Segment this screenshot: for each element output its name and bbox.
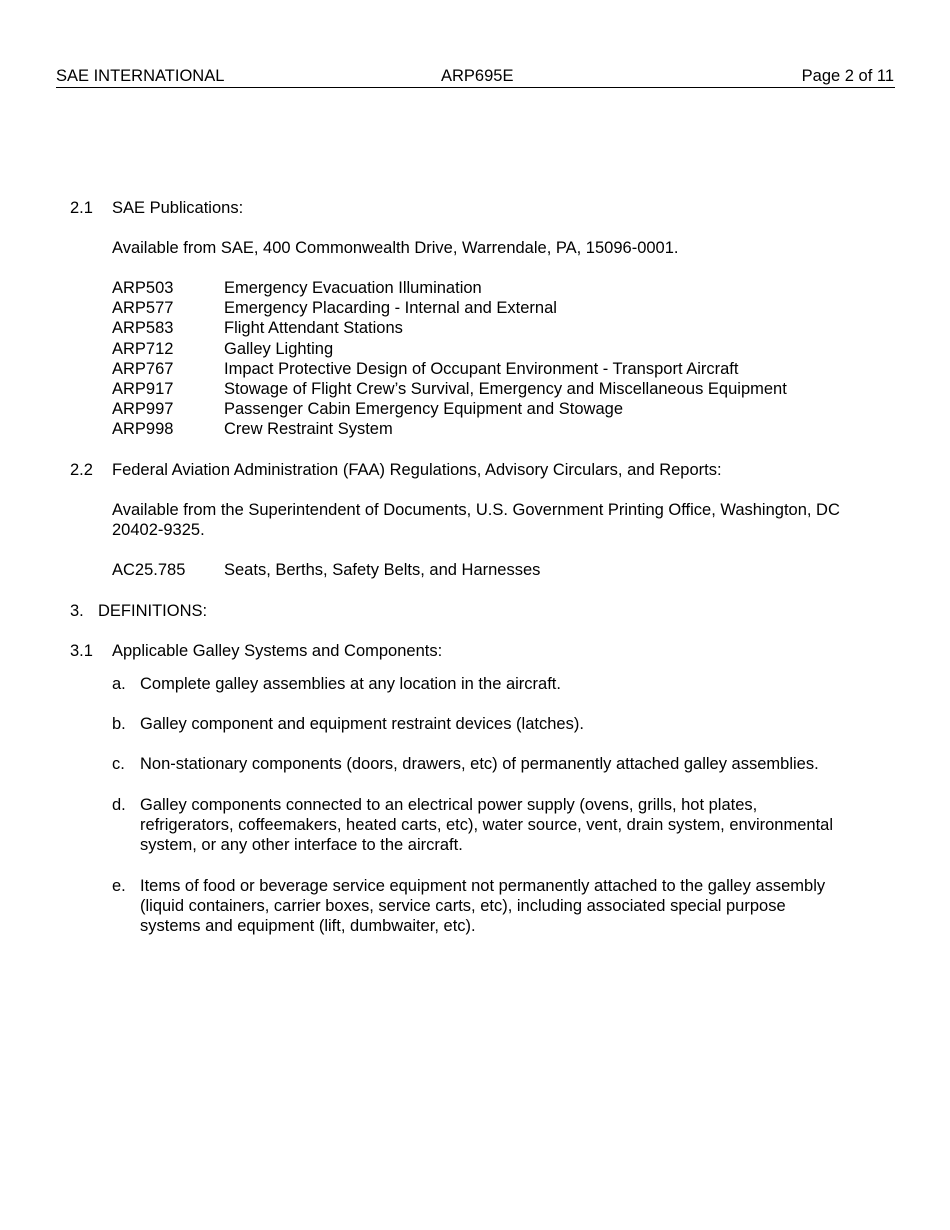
list-item-letter-b: b. bbox=[112, 715, 126, 733]
header-rule bbox=[56, 87, 895, 88]
list-item-letter-e: e. bbox=[112, 877, 126, 895]
reference-title: Flight Attendant Stations bbox=[224, 319, 403, 338]
reference-code: ARP712 bbox=[112, 339, 174, 358]
section-title-2-2: Federal Aviation Administration (FAA) Regulations, Advisory Circulars, and Reports: bbox=[112, 461, 722, 479]
reference-title: Emergency Evacuation Illumination bbox=[224, 279, 482, 297]
reference-title: Stowage of Flight Crew’s Survival, Emergency and Miscellaneous Equipment bbox=[224, 379, 787, 398]
list-item-text-a: Complete galley assemblies at any location in the aircraft. bbox=[140, 675, 561, 693]
list-item-text-e-line-1: Items of food or beverage service equipment not permanently attached to the galley assembly bbox=[140, 877, 826, 895]
section-title-2-1: SAE Publications: bbox=[112, 199, 244, 217]
availability-text-2-1: Available from SAE, 400 Commonwealth Drive, Warrendale, PA, 15096-0001. bbox=[112, 239, 679, 257]
reference-title: Emergency Placarding - Internal and External bbox=[224, 299, 557, 318]
list-item-text-b: Galley component and equipment restraint devices (latches). bbox=[140, 715, 584, 733]
reference-code: ARP583 bbox=[112, 319, 174, 338]
section-title-3-1: Applicable Galley Systems and Components: bbox=[112, 642, 443, 660]
availability-text-2-2-line-2: 20402-9325. bbox=[112, 521, 205, 539]
section-number-3: 3. bbox=[70, 602, 84, 620]
availability-text-2-2-line-1: Available from the Superintendent of Documents, U.S. Government Printing Office, Washington, DC bbox=[112, 501, 840, 519]
reference-code: ARP503 bbox=[112, 279, 174, 297]
section-number-2-2: 2.2 bbox=[70, 461, 93, 479]
list-item-text-e-line-2: (liquid containers, carrier boxes, service carts, etc), including associated special purpose bbox=[140, 897, 786, 915]
section-number-3-1: 3.1 bbox=[70, 642, 93, 660]
reference-code: AC25.785 bbox=[112, 561, 186, 579]
list-item-text-c: Non-stationary components (doors, drawers, etc) of permanently attached galley assemblies. bbox=[140, 755, 819, 773]
header-document-id: ARP695E bbox=[441, 67, 514, 85]
list-item-letter-a: a. bbox=[112, 675, 126, 693]
header-organization: SAE INTERNATIONAL bbox=[56, 67, 225, 85]
section-number-2-1: 2.1 bbox=[70, 199, 93, 217]
reference-code: ARP767 bbox=[112, 359, 174, 378]
reference-code: ARP998 bbox=[112, 420, 174, 439]
reference-title: Passenger Cabin Emergency Equipment and Stowage bbox=[224, 400, 623, 419]
reference-title: Impact Protective Design of Occupant Environment - Transport Aircraft bbox=[224, 359, 739, 378]
section-title-3: DEFINITIONS: bbox=[98, 602, 208, 620]
reference-title: Crew Restraint System bbox=[224, 420, 393, 439]
list-item-text-d-line-1: Galley components connected to an electrical power supply (ovens, grills, hot plates, bbox=[140, 796, 758, 814]
reference-code: ARP577 bbox=[112, 299, 174, 318]
reference-code: ARP997 bbox=[112, 400, 174, 419]
list-item-text-d-line-2: refrigerators, coffeemakers, heated carts, etc), water source, vent, drain system, environmental bbox=[140, 816, 833, 834]
header-page-number: Page 2 of 11 bbox=[801, 67, 894, 85]
reference-title: Seats, Berths, Safety Belts, and Harnesses bbox=[224, 561, 541, 579]
list-item-text-e-line-3: systems and equipment (lift, dumbwaiter, etc). bbox=[140, 917, 476, 935]
reference-code: ARP917 bbox=[112, 379, 174, 398]
list-item-letter-d: d. bbox=[112, 796, 126, 814]
reference-title: Galley Lighting bbox=[224, 339, 334, 358]
list-item-text-d-line-3: system, or any other interface to the aircraft. bbox=[140, 836, 463, 854]
list-item-letter-c: c. bbox=[112, 755, 125, 773]
